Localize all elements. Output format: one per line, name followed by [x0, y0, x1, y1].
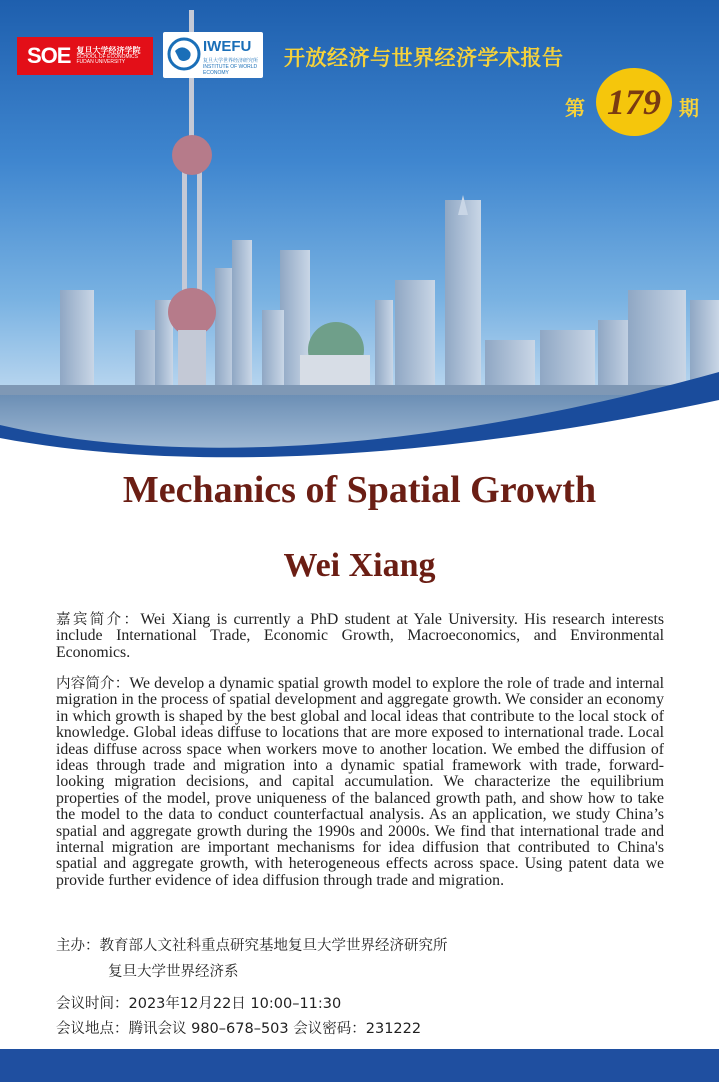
iwefu-mark: IWEFU — [203, 38, 252, 55]
bio-text: Wei Xiang is currently a PhD student at Yale University. His research interests include International Trade, Economic Growth, Macroeconomics, and Environmental Economics. — [56, 611, 664, 661]
bio-label: 嘉宾简介： — [56, 612, 141, 628]
iwefu-name-en: INSTITUTE OF WORLD ECONOMY — [203, 64, 258, 76]
host-label: 主办： — [56, 938, 100, 954]
issue-suffix: 期 — [679, 96, 699, 120]
time-label: 会议时间： — [56, 996, 129, 1012]
host-1: 教育部人文社科重点研究基地复旦大学世界经济研究所 — [99, 938, 448, 954]
abstract-text: We develop a dynamic spatial growth model to explore the role of trade and internal migration in the process of spatial development and aggregate growth. We consider an economy in which growth is shaped by the best global and local ideas that contribute to the local stock of knowledge. Global ideas diffuse to locations that are more exposed to international trade. Local ideas diffuse across space when workers move to another location. We embed the diffusion of ideas through trade and migration into a dynamic spatial framework with trade, forward-looking migration decisions, and capital accumulation. We characterize the equilibrium properties of the model, prove uniqueness of the balanced growth path, and show how to take the model to the data to conduct counterfactual analysis. As an application, we study China’s spatial and aggregate growth during the 1990s and 2000s. We find that international trade and internal migration are important mechanisms for idea diffusion that contributed to China's spatial and aggregate growth, with heterogeneous effects across space. Using patent data we provide further evidence of idea diffusion through trade and migration. — [56, 675, 664, 889]
abstract-label: 内容简介： — [56, 676, 130, 692]
meeting-time — [56, 992, 341, 1013]
globe-icon — [167, 37, 201, 71]
host-line-1 — [56, 934, 448, 955]
place-label: 会议地点： — [56, 1021, 129, 1037]
iwefu-logo — [163, 32, 263, 78]
speaker-name: Wei Xiang — [283, 547, 436, 584]
speaker-bio — [56, 612, 664, 661]
host-2: 复旦大学世界经济系 — [108, 964, 239, 980]
footer-bar — [0, 1049, 719, 1082]
series-title: 开放经济与世界经济学术报告 — [284, 46, 564, 70]
soe-name-en-1: SCHOOL OF ECONOMICS — [76, 53, 138, 60]
meeting-place — [56, 1017, 421, 1038]
soe-name-en-2: FUDAN UNIVERSITY — [76, 59, 126, 66]
soe-name-cn: 复旦大学经济学院 — [76, 45, 141, 55]
issue-number: 179 — [607, 82, 661, 122]
talk-title: Mechanics of Spatial Growth — [122, 469, 597, 511]
header-banner — [0, 0, 719, 460]
place-value: 腾讯会议 980–678–503 会议密码：231222 — [128, 1021, 422, 1037]
soe-logo — [17, 37, 153, 75]
issue-prefix: 第 — [565, 96, 585, 120]
iwefu-name-cn: 复旦大学世界经济研究所 — [203, 58, 259, 64]
issue-badge — [596, 68, 672, 136]
iwefu-name — [203, 58, 263, 76]
soe-name — [76, 47, 140, 66]
time-value: 2023年12月22日 10:00–11:30 — [128, 996, 342, 1012]
soe-mark: SOE — [27, 43, 71, 68]
talk-abstract — [56, 676, 664, 889]
